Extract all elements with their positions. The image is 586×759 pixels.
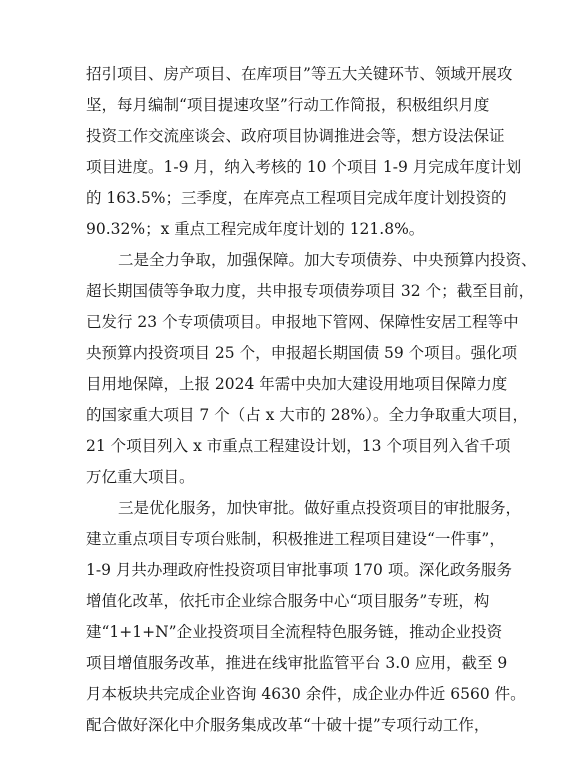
text-line: 21 个项目列入 x 市重点工程建设计划，13 个项目列入省千项 (86, 437, 511, 455)
text-line: 招引项目、房产项目、在库项目”等五大关键环节、领域开展攻 (86, 65, 513, 83)
text-line: 增值化改革，依托市企业综合服务中心“项目服务”专班，构 (86, 592, 490, 610)
text-line: 目用地保障，上报 2024 年需中央加大建设用地项目保障力度 (86, 375, 508, 393)
text-line: 央预算内投资项目 25 个，申报超长期国债 59 个项目。强化项 (86, 344, 518, 362)
paragraph-heading-line: 三是优化服务，加快审批。做好重点投资项目的审批服务， (118, 499, 522, 517)
text-line: 万亿重大项目。 (86, 468, 195, 486)
text-line: 项目增值服务改革，推进在线审批监管平台 3.0 应用，截至 9 (86, 654, 508, 672)
text-line: 投资工作交流座谈会、政府项目协调推进会等，想方设法保证 (86, 127, 505, 145)
text-line: 月本板块共完成企业咨询 4630 余件，成企业办件近 6560 件。 (86, 685, 526, 703)
text-line: 90.32%；x 重点工程完成年度计划的 121.8%。 (86, 220, 425, 238)
text-line: 坚，每月编制“项目提速攻坚”行动工作简报，积极组织月度 (86, 96, 490, 114)
text-line: 的 163.5%；三季度，在库亮点工程项目完成年度计划投资的 (86, 189, 507, 207)
paragraph-heading-line: 二是全力争取，加强保障。加大专项债券、中央预算内投资、 (118, 251, 537, 269)
text-line: 项目进度。1-9 月，纳入考核的 10 个项目 1-9 月完成年度计划 (86, 158, 522, 176)
text-line: 建“1+1+N”企业投资项目全流程特色服务链，推动企业投资 (86, 623, 503, 641)
text-line: 1-9 月共办理政府性投资项目审批事项 170 项。深化政务服务 (86, 561, 512, 579)
text-line: 已发行 23 个专项债项目。申报地下管网、保障性安居工程等中 (86, 313, 519, 331)
text-line: 配合做好深化中介服务集成改革“十破十提”专项行动工作， (86, 716, 490, 734)
text-line: 建立重点项目专项台账制，积极推进工程项目建设“一件事”， (86, 530, 505, 548)
text-line: 的国家重大项目 7 个（占 x 大市的 28%）。全力争取重大项目， (86, 406, 528, 424)
text-line: 超长期国债等争取力度，共申报专项债券项目 32 个；截至目前， (86, 282, 535, 300)
